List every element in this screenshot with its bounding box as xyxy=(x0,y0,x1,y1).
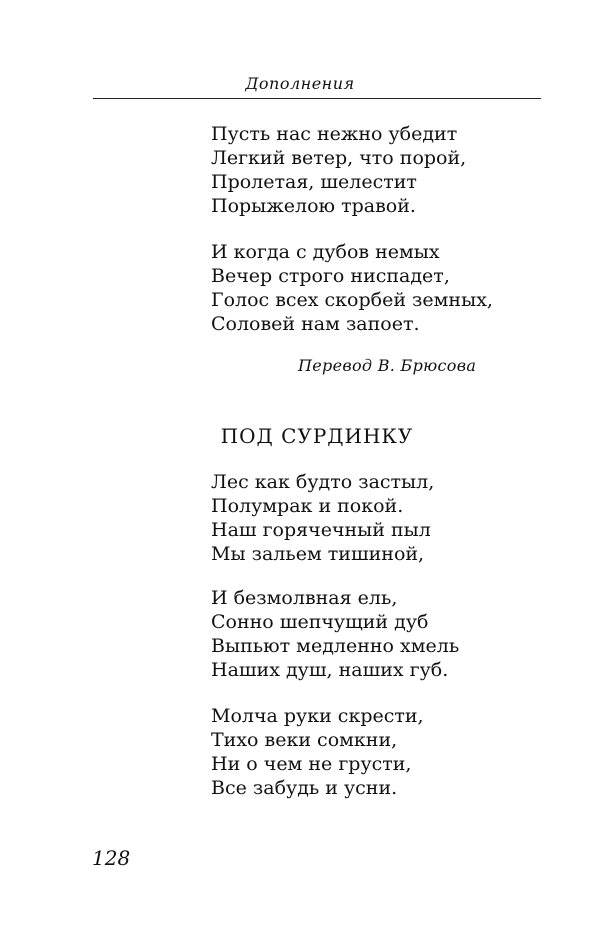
verse-line: Наших душ, наших губ. xyxy=(211,659,449,681)
verse-line: Вечер строго ниспадет, xyxy=(211,265,450,287)
verse-line: Голос всех скорбей земных, xyxy=(211,289,493,311)
verse-line: Пусть нас нежно убедит xyxy=(211,123,458,145)
verse-line: Лес как будто застыл, xyxy=(211,471,435,493)
poem1-stanza-2 xyxy=(211,240,493,336)
verse-line: Все забудь и усни. xyxy=(211,777,398,799)
verse-line: Наш горячечный пыл xyxy=(211,519,431,541)
verse-line: Молча руки скрести, xyxy=(211,705,424,727)
running-head: Дополнения xyxy=(245,74,355,93)
verse-line: Мы зальем тишиной, xyxy=(211,543,425,565)
poem-title: ПОД СУРДИНКУ xyxy=(220,424,414,448)
page-number: 128 xyxy=(92,846,131,870)
verse-line: Сонно шепчущий дуб xyxy=(211,611,429,633)
verse-line: Легкий ветер, что порой, xyxy=(211,147,467,169)
translator-attribution: Перевод В. Брюсова xyxy=(298,356,477,375)
verse-line: Пролетая, шелестит xyxy=(211,171,417,193)
poem2-stanza-1 xyxy=(211,470,434,566)
verse-line: И безмолвная ель, xyxy=(211,587,398,609)
poem2-stanza-3 xyxy=(211,704,424,800)
verse-line: Соловей нам запоет. xyxy=(211,313,420,335)
verse-line: Выпьют медленно хмель xyxy=(211,635,460,657)
verse-line: Ни о чем не грусти, xyxy=(211,753,412,775)
verse-line: Порыжелою травой. xyxy=(211,195,416,217)
poem2-stanza-2 xyxy=(211,586,459,682)
verse-line: Полумрак и покой. xyxy=(211,495,404,517)
poem1-stanza-1 xyxy=(211,122,466,218)
verse-line: И когда с дубов немых xyxy=(211,241,440,263)
header-rule xyxy=(93,98,541,99)
verse-line: Тихо веки сомкни, xyxy=(211,729,398,751)
